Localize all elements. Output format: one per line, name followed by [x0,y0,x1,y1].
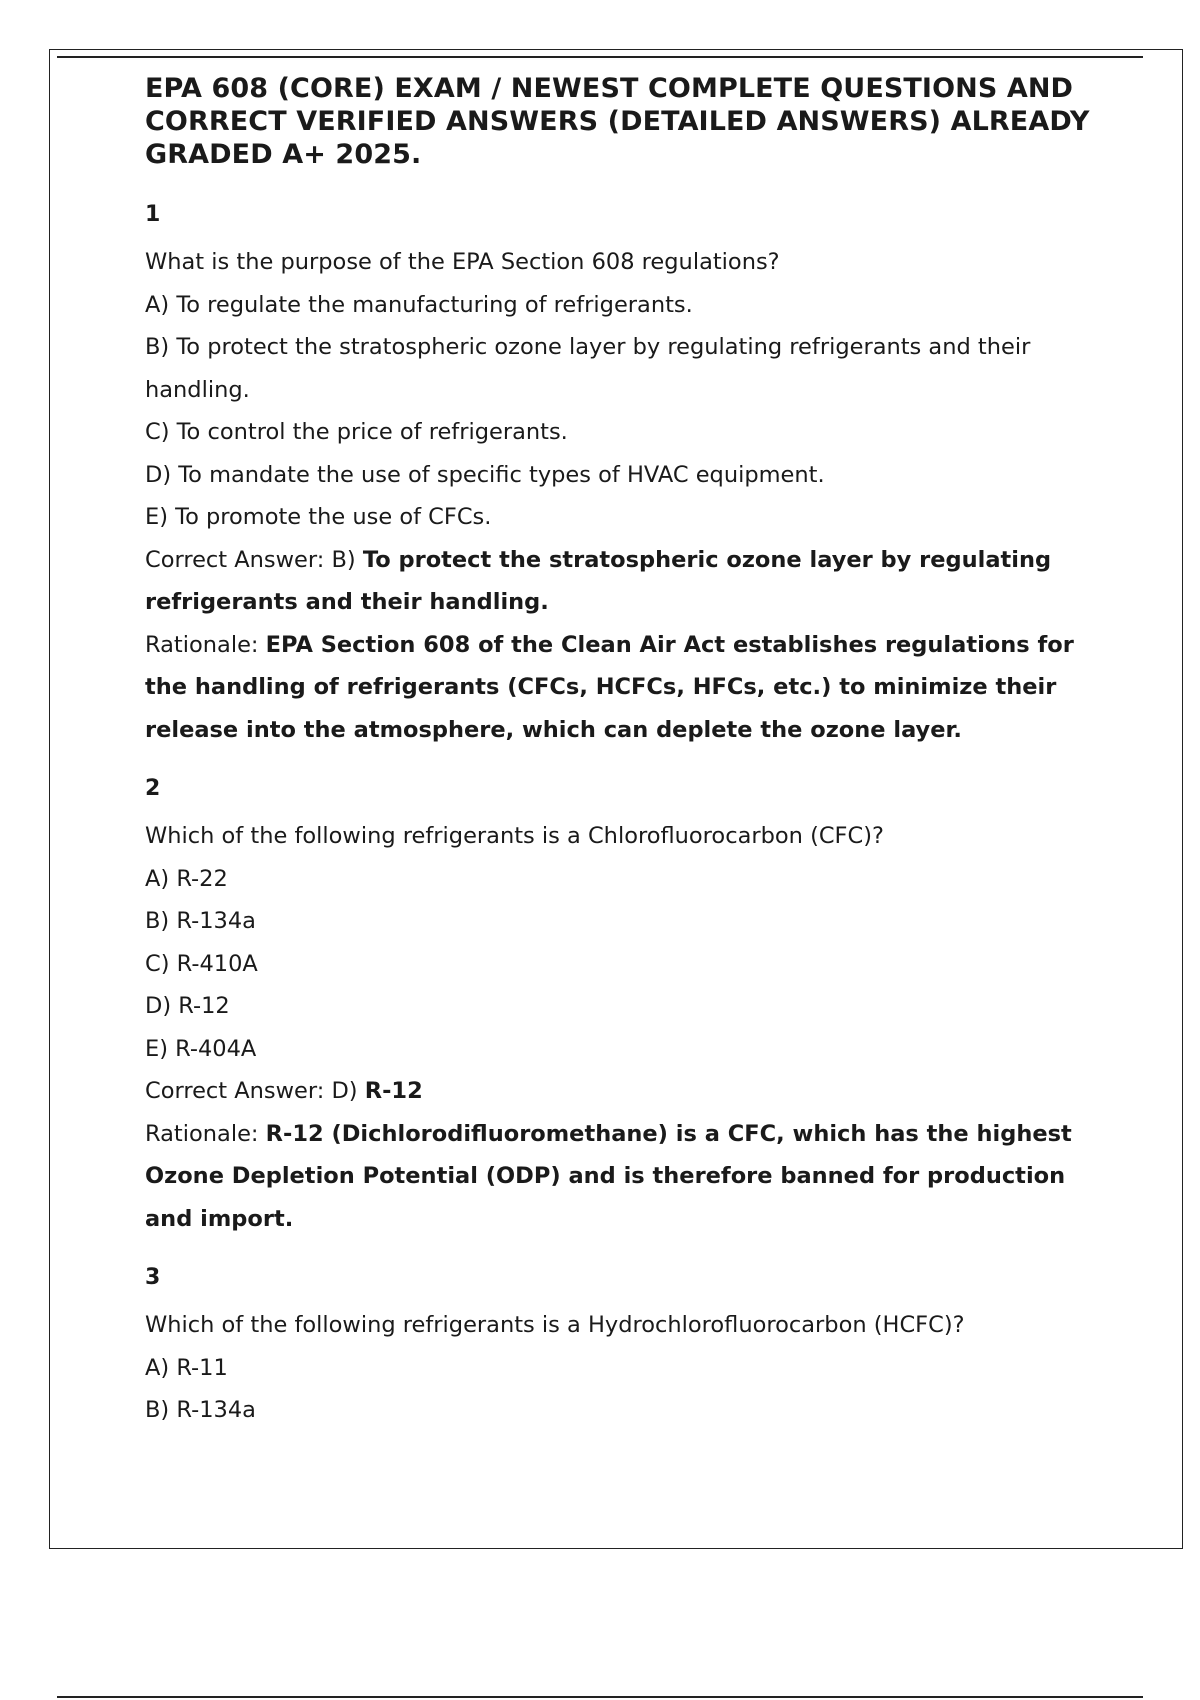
question-2 [145,775,1105,1240]
question-number: 2 [145,776,161,801]
correct-answer-label: Correct Answer: D) [145,1078,358,1104]
rationale [145,1113,1105,1241]
option-a: A) R-11 [145,1354,228,1381]
correct-answer-text: To protect the stratospheric ozone layer by regulating refrigerants and their handling. [145,546,1052,615]
option-c: C) R-410A [145,950,258,977]
rationale-label: Rationale: [145,1120,259,1147]
page-title: EPA 608 (CORE) EXAM / NEWEST COMPLETE QUESTIONS AND CORRECT VERIFIED ANSWERS (DETAILED ANSWERS) ALREADY GRADED A+ 2025. [145,73,1090,170]
option-e: E) To promote the use of CFCs. [145,504,492,530]
option-a: A) To regulate the manufacturing of refrigerants. [145,291,693,318]
option-b: B) R-134a [145,908,256,934]
bottom-rule [57,1696,1143,1698]
correct-answer [145,539,1105,624]
rationale-text: R-12 (Dichlorodifluoromethane) is a CFC, which has the highest Ozone Depletion Potential (ODP) and is therefore banned for production and import. [145,1120,1072,1232]
rationale-label: Rationale: [145,631,259,658]
option-d: D) To mandate the use of specific types of HVAC equipment. [145,461,825,488]
question-3 [145,1264,1105,1432]
question-text: Which of the following refrigerants is a Chlorofluorocarbon (CFC)? [145,823,884,849]
rationale [145,624,1105,752]
question-number: 3 [145,1265,161,1290]
option-e: E) R-404A [145,1035,257,1062]
correct-answer-label: Correct Answer: B) [145,546,356,573]
rationale-text: EPA Section 608 of the Clean Air Act establishes regulations for the handling of refrigerants (CFCs, HCFCs, HFCs, etc.) to minimize their release into the atmosphere, which can deplete the ozone layer. [145,631,1074,743]
question-text: Which of the following refrigerants is a Hydrochlorofluorocarbon (HCFC)? [145,1312,965,1338]
correct-answer-text: R-12 [364,1078,423,1104]
question-number: 1 [145,202,161,227]
correct-answer [145,1070,1105,1113]
option-b: B) R-134a [145,1397,256,1423]
question-text: What is the purpose of the EPA Section 608 regulations? [145,249,780,275]
option-b: B) To protect the stratospheric ozone layer by regulating refrigerants and their handling. [145,334,1031,403]
option-c: C) To control the price of refrigerants. [145,419,568,445]
option-d: D) R-12 [145,993,230,1019]
document-content [145,72,1105,1456]
question-1 [145,201,1105,751]
option-a: A) R-22 [145,865,228,892]
